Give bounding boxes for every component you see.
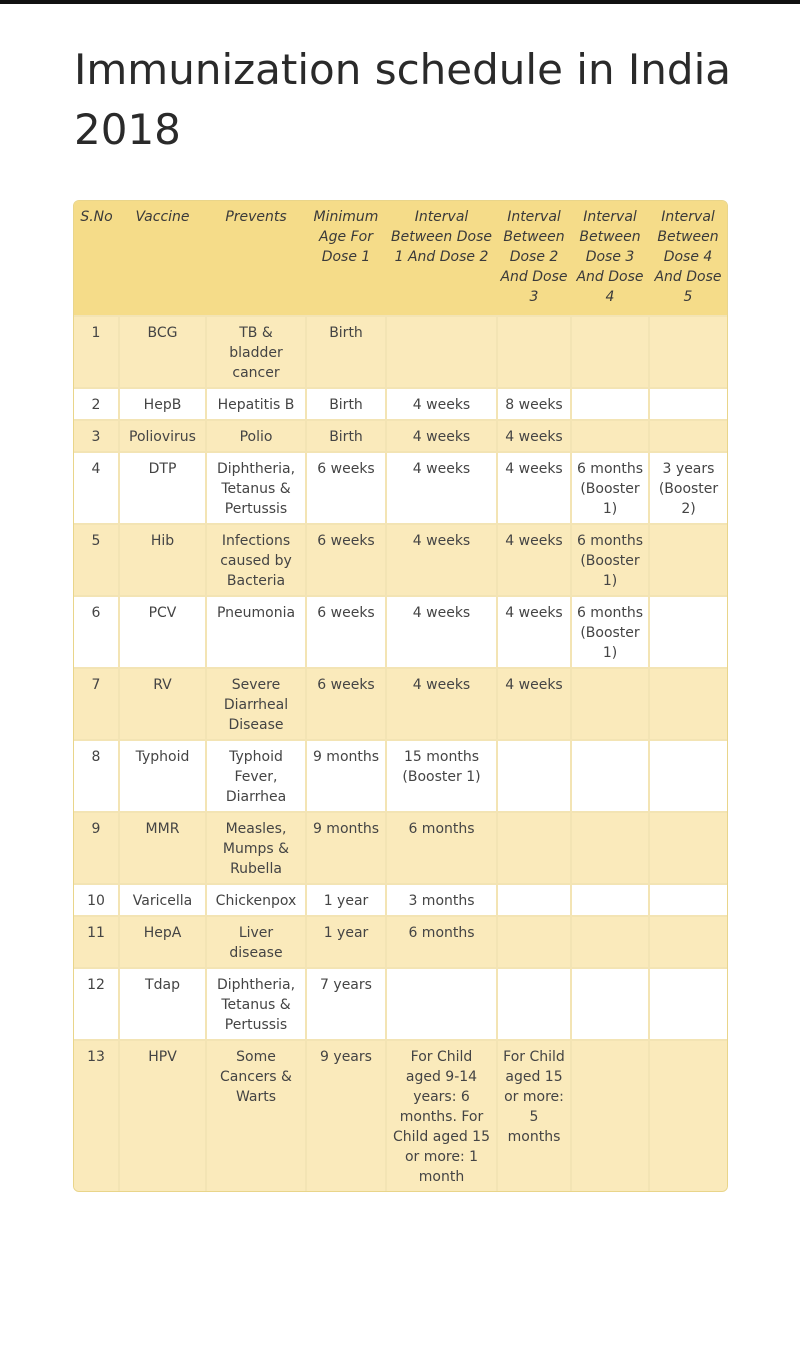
cell-prevents: Typhoid Fever, Diarrhea: [206, 740, 306, 812]
schedule-table: [74, 201, 727, 1191]
cell-min-age: 7 years: [306, 968, 386, 1040]
cell-interval-1-2: 6 months: [386, 916, 497, 968]
cell-sno: 4: [74, 452, 119, 524]
header-interval-2-3: Interval Between Dose 2 And Dose 3: [497, 201, 571, 316]
cell-prevents: Infections caused by Bacteria: [206, 524, 306, 596]
cell-interval-4-5: [649, 420, 727, 452]
cell-sno: 11: [74, 916, 119, 968]
cell-prevents: Chickenpox: [206, 884, 306, 916]
cell-min-age: 9 months: [306, 812, 386, 884]
cell-sno: 12: [74, 968, 119, 1040]
cell-interval-3-4: [571, 740, 649, 812]
cell-interval-1-2: 4 weeks: [386, 596, 497, 668]
table-row: [74, 740, 727, 812]
cell-interval-2-3: 4 weeks: [497, 524, 571, 596]
cell-interval-4-5: [649, 884, 727, 916]
cell-interval-4-5: [649, 968, 727, 1040]
cell-interval-2-3: [497, 884, 571, 916]
cell-vaccine: Poliovirus: [119, 420, 206, 452]
table-row: [74, 316, 727, 388]
cell-min-age: Birth: [306, 388, 386, 420]
cell-interval-2-3: [497, 316, 571, 388]
cell-interval-2-3: 4 weeks: [497, 452, 571, 524]
table-row: [74, 524, 727, 596]
cell-sno: 8: [74, 740, 119, 812]
cell-vaccine: RV: [119, 668, 206, 740]
cell-interval-4-5: [649, 812, 727, 884]
cell-interval-2-3: 8 weeks: [497, 388, 571, 420]
cell-interval-3-4: [571, 812, 649, 884]
cell-interval-1-2: 4 weeks: [386, 452, 497, 524]
cell-interval-4-5: [649, 316, 727, 388]
header-interval-3-4: Interval Between Dose 3 And Dose 4: [571, 201, 649, 316]
immunization-table: [73, 200, 728, 1192]
cell-vaccine: Tdap: [119, 968, 206, 1040]
cell-interval-4-5: [649, 668, 727, 740]
cell-sno: 5: [74, 524, 119, 596]
cell-vaccine: HepB: [119, 388, 206, 420]
cell-interval-3-4: 6 months (Booster 1): [571, 524, 649, 596]
top-bar: [0, 0, 800, 4]
cell-sno: 13: [74, 1040, 119, 1191]
cell-vaccine: BCG: [119, 316, 206, 388]
cell-min-age: 9 months: [306, 740, 386, 812]
cell-interval-4-5: [649, 916, 727, 968]
cell-prevents: Some Cancers & Warts: [206, 1040, 306, 1191]
schedule-body: [74, 316, 727, 1191]
cell-interval-4-5: 3 years (Booster 2): [649, 452, 727, 524]
cell-vaccine: Hib: [119, 524, 206, 596]
table-row: [74, 420, 727, 452]
cell-prevents: Pneumonia: [206, 596, 306, 668]
cell-prevents: Liver disease: [206, 916, 306, 968]
cell-sno: 2: [74, 388, 119, 420]
cell-interval-4-5: [649, 524, 727, 596]
cell-interval-3-4: [571, 884, 649, 916]
cell-interval-1-2: 3 months: [386, 884, 497, 916]
cell-prevents: Hepatitis B: [206, 388, 306, 420]
table-row: [74, 452, 727, 524]
cell-interval-2-3: 4 weeks: [497, 668, 571, 740]
cell-min-age: Birth: [306, 420, 386, 452]
table-row: [74, 916, 727, 968]
cell-min-age: 9 years: [306, 1040, 386, 1191]
cell-interval-1-2: [386, 968, 497, 1040]
cell-vaccine: HPV: [119, 1040, 206, 1191]
table-row: [74, 1040, 727, 1191]
cell-prevents: Severe Diarrheal Disease: [206, 668, 306, 740]
cell-interval-2-3: [497, 740, 571, 812]
cell-interval-3-4: [571, 668, 649, 740]
cell-interval-2-3: [497, 812, 571, 884]
cell-interval-4-5: [649, 388, 727, 420]
cell-interval-3-4: [571, 968, 649, 1040]
cell-min-age: 6 weeks: [306, 668, 386, 740]
table-row: [74, 884, 727, 916]
table-row: [74, 596, 727, 668]
table-row: [74, 812, 727, 884]
cell-interval-1-2: For Child aged 9-14 years: 6 months. For Child aged 15 or more: 1 month: [386, 1040, 497, 1191]
cell-vaccine: PCV: [119, 596, 206, 668]
cell-interval-2-3: [497, 916, 571, 968]
header-interval-4-5: Interval Between Dose 4 And Dose 5: [649, 201, 727, 316]
cell-interval-3-4: [571, 1040, 649, 1191]
cell-interval-1-2: 6 months: [386, 812, 497, 884]
cell-interval-3-4: [571, 420, 649, 452]
cell-interval-2-3: 4 weeks: [497, 596, 571, 668]
header-vaccine: Vaccine: [119, 201, 206, 316]
cell-interval-1-2: 4 weeks: [386, 668, 497, 740]
cell-interval-3-4: [571, 316, 649, 388]
table-row: [74, 968, 727, 1040]
cell-min-age: Birth: [306, 316, 386, 388]
cell-min-age: 6 weeks: [306, 524, 386, 596]
cell-interval-4-5: [649, 1040, 727, 1191]
cell-interval-1-2: 4 weeks: [386, 388, 497, 420]
cell-interval-2-3: For Child aged 15 or more: 5 months: [497, 1040, 571, 1191]
cell-interval-1-2: 4 weeks: [386, 420, 497, 452]
cell-vaccine: DTP: [119, 452, 206, 524]
cell-prevents: Measles, Mumps & Rubella: [206, 812, 306, 884]
cell-min-age: 1 year: [306, 884, 386, 916]
cell-vaccine: MMR: [119, 812, 206, 884]
cell-sno: 6: [74, 596, 119, 668]
cell-sno: 1: [74, 316, 119, 388]
cell-min-age: 6 weeks: [306, 596, 386, 668]
cell-interval-3-4: [571, 916, 649, 968]
page-title: Immunization schedule in India 2018: [74, 45, 731, 154]
table-row: [74, 668, 727, 740]
header-interval-1-2: Interval Between Dose 1 And Dose 2: [386, 201, 497, 316]
cell-interval-3-4: [571, 388, 649, 420]
header-prevents: Prevents: [206, 201, 306, 316]
cell-sno: 9: [74, 812, 119, 884]
cell-vaccine: Typhoid: [119, 740, 206, 812]
cell-min-age: 6 weeks: [306, 452, 386, 524]
cell-interval-4-5: [649, 740, 727, 812]
header-min-age: Minimum Age For Dose 1: [306, 201, 386, 316]
cell-min-age: 1 year: [306, 916, 386, 968]
cell-sno: 7: [74, 668, 119, 740]
cell-interval-3-4: 6 months (Booster 1): [571, 452, 649, 524]
cell-prevents: TB & bladder cancer: [206, 316, 306, 388]
cell-interval-4-5: [649, 596, 727, 668]
table-row: [74, 388, 727, 420]
cell-interval-1-2: 4 weeks: [386, 524, 497, 596]
cell-interval-1-2: [386, 316, 497, 388]
cell-interval-3-4: 6 months (Booster 1): [571, 596, 649, 668]
cell-sno: 10: [74, 884, 119, 916]
cell-prevents: Diphtheria, Tetanus & Pertussis: [206, 968, 306, 1040]
cell-vaccine: Varicella: [119, 884, 206, 916]
header-row: [74, 201, 727, 316]
cell-interval-2-3: [497, 968, 571, 1040]
cell-prevents: Polio: [206, 420, 306, 452]
cell-vaccine: HepA: [119, 916, 206, 968]
cell-interval-2-3: 4 weeks: [497, 420, 571, 452]
cell-sno: 3: [74, 420, 119, 452]
cell-interval-1-2: 15 months (Booster 1): [386, 740, 497, 812]
cell-prevents: Diphtheria, Tetanus & Pertussis: [206, 452, 306, 524]
header-sno: S.No: [74, 201, 119, 316]
